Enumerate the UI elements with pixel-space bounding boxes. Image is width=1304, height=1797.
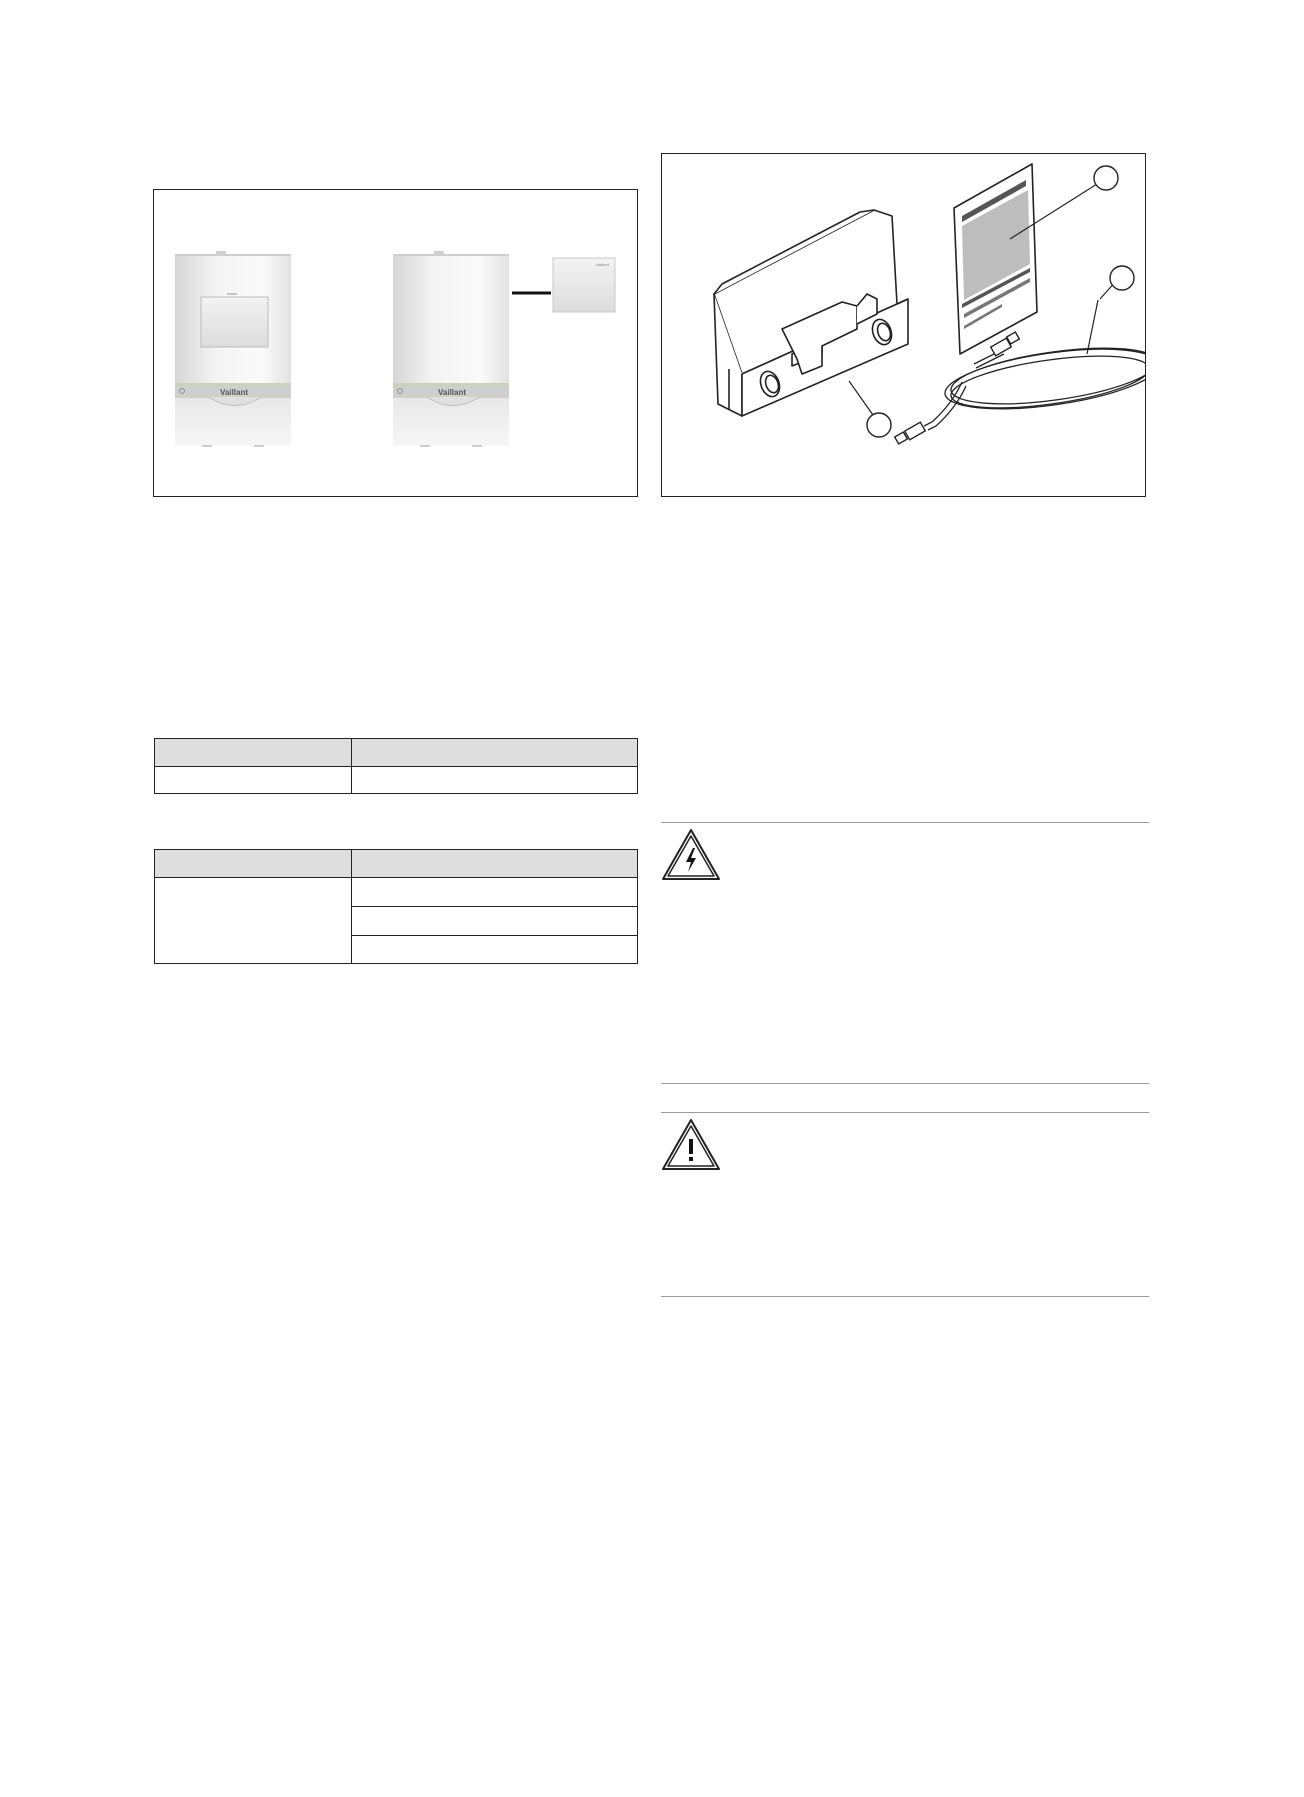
table-1-header-1	[155, 739, 352, 767]
mounting-holder	[714, 210, 908, 416]
table-2-header-1	[155, 850, 352, 878]
callout-2	[1094, 166, 1118, 190]
figure-scope-of-delivery	[661, 153, 1146, 497]
boiler2-brand: Vaillant	[438, 388, 467, 397]
table-2-cell	[352, 878, 638, 907]
electric-shock-warning-icon	[661, 828, 721, 887]
boiler-with-display	[175, 251, 291, 447]
callout-1	[867, 413, 891, 437]
warning-2-bottom-rule	[661, 1296, 1149, 1297]
table-2-cell	[155, 878, 352, 964]
table-2-cell	[352, 907, 638, 936]
instruction-manual	[954, 164, 1037, 354]
general-warning-icon	[661, 1118, 721, 1177]
table-2	[154, 849, 638, 964]
cable-plug-2	[895, 422, 926, 444]
warning-2-top-rule	[661, 1112, 1149, 1113]
connection-cable	[924, 338, 1145, 430]
boiler1-brand: Vaillant	[220, 388, 249, 397]
module-brand: Vaillant	[596, 262, 609, 267]
external-control-module	[553, 258, 615, 312]
table-1	[154, 738, 638, 794]
callout-3	[1110, 266, 1134, 290]
warning-1-top-rule	[661, 822, 1149, 823]
table-2-header-2	[352, 850, 638, 878]
boiler-without-display	[393, 251, 509, 447]
table-row	[155, 878, 638, 907]
figure-boiler-variants	[153, 189, 638, 497]
table-2-cell	[352, 936, 638, 964]
table-row	[155, 767, 638, 794]
table-1-header-2	[352, 739, 638, 767]
table-1-cell	[352, 767, 638, 794]
delivery-illustrations	[662, 154, 1145, 496]
boiler-illustrations	[154, 190, 637, 496]
warning-1-bottom-rule	[661, 1083, 1149, 1084]
table-1-cell	[155, 767, 352, 794]
